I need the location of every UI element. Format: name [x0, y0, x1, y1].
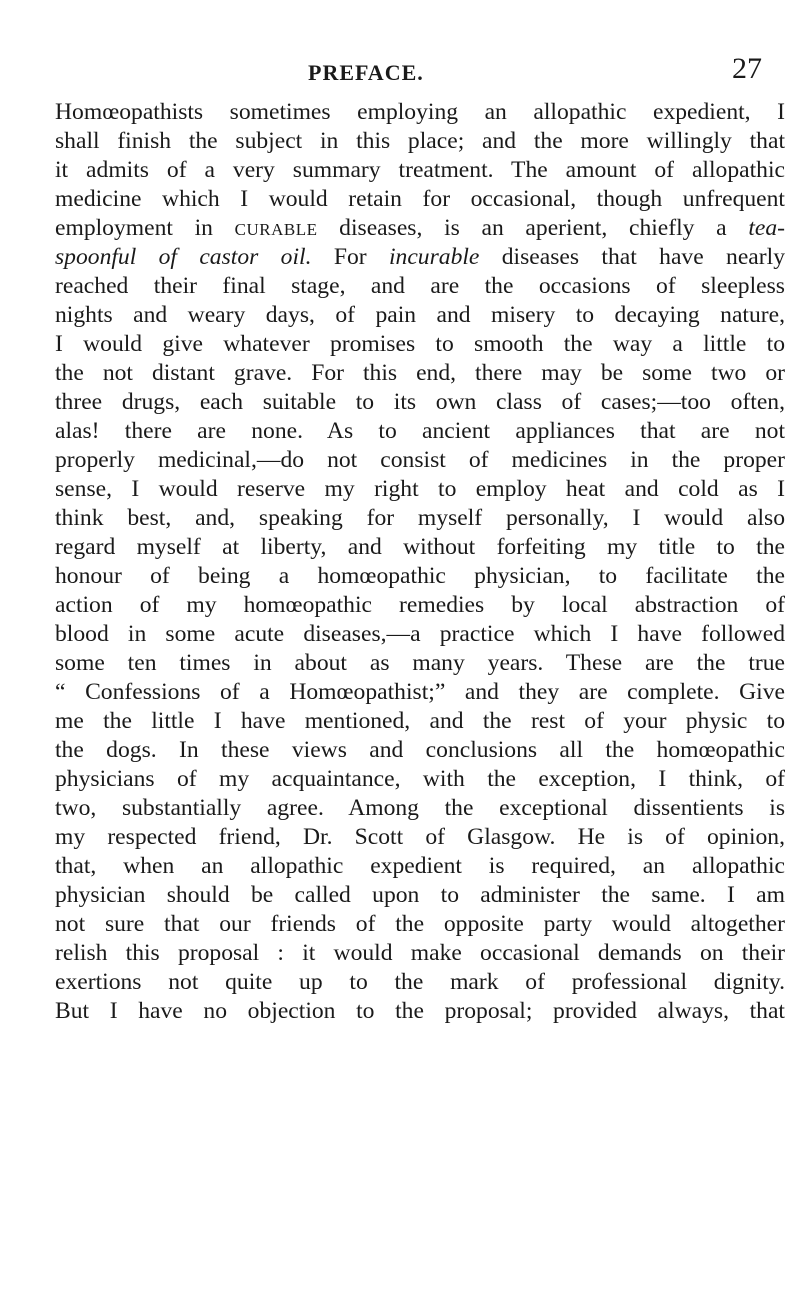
text-segment: nights and weary days, of pain and misery to decaying nature, [55, 302, 785, 328]
text-line [55, 504, 785, 533]
page-number: 27 [732, 52, 762, 85]
text-segment: I would give whatever promises to smooth the way a little to [55, 331, 785, 357]
text-segment: some ten times in about as many years. These are the true [55, 650, 785, 676]
text-line [55, 446, 785, 475]
text-segment: But I have no objection to the proposal; provided always, that [55, 998, 785, 1024]
text-segment: sense, I would reserve my right to employ heat and cold as I [55, 476, 785, 502]
text-segment: Homœopathists sometimes employing an allopathic expedient, I [55, 99, 785, 125]
text-line [55, 910, 785, 939]
text-segment: physicians of my acquaintance, with the exception, I think, of [55, 766, 785, 792]
text-line [55, 185, 785, 214]
text-segment: medicine which I would retain for occasional, though unfrequent [55, 186, 785, 212]
text-segment: tea- [748, 215, 785, 241]
text-segment: it admits of a very summary treatment. The amount of allopathic [55, 157, 785, 183]
text-segment: “ Confessions of a Homœopathist;” and they are complete. Give [55, 679, 785, 705]
text-segment: curable [234, 215, 318, 241]
text-segment: For [311, 244, 389, 270]
text-line [55, 330, 785, 359]
text-segment: that, when an allopathic expedient is required, an allopathic [55, 853, 785, 879]
text-line [55, 968, 785, 997]
text-line [55, 272, 785, 301]
text-line [55, 301, 785, 330]
text-line [55, 997, 785, 1026]
text-segment: alas! there are none. As to ancient appliances that are not [55, 418, 785, 444]
text-line [55, 156, 785, 185]
body-text [55, 98, 785, 1026]
text-line [55, 388, 785, 417]
text-segment: the dogs. In these views and conclusions all the homœopathic [55, 737, 785, 763]
text-segment: blood in some acute diseases,—a practice which I have followed [55, 621, 785, 647]
text-segment: honour of being a homœopathic physician, to facilitate the [55, 563, 785, 589]
running-head [0, 52, 800, 92]
text-segment: shall finish the subject in this place; and the more willingly that [55, 128, 785, 154]
text-line [55, 591, 785, 620]
text-line [55, 127, 785, 156]
text-line [55, 678, 785, 707]
text-segment: physician should be called upon to administer the same. I am [55, 882, 785, 908]
text-segment: spoonful of castor oil. [55, 244, 312, 270]
text-line [55, 475, 785, 504]
text-segment: me the little I have mentioned, and the rest of your physic to [55, 708, 785, 734]
text-segment: not sure that our friends of the opposite party would altogether [55, 911, 785, 937]
text-segment: regard myself at liberty, and without forfeiting my title to the [55, 534, 785, 560]
text-line [55, 98, 785, 127]
text-segment: action of my homœopathic remedies by local abstraction of [55, 592, 785, 618]
text-line [55, 620, 785, 649]
text-line [55, 852, 785, 881]
text-line [55, 939, 785, 968]
text-line [55, 823, 785, 852]
text-segment: diseases that have nearly [479, 244, 785, 270]
text-line [55, 417, 785, 446]
text-segment: reached their final stage, and are the occasions of sleepless [55, 273, 785, 299]
text-segment: incurable [388, 244, 480, 270]
text-line [55, 243, 785, 272]
text-line [55, 736, 785, 765]
text-segment: exertions not quite up to the mark of professional dignity. [55, 969, 785, 995]
text-segment: employment in [55, 215, 235, 241]
text-line [55, 649, 785, 678]
text-segment: think best, and, speaking for myself personally, I would also [55, 505, 785, 531]
text-line [55, 359, 785, 388]
text-segment: the not distant grave. For this end, there may be some two or [55, 360, 785, 386]
text-line [55, 707, 785, 736]
text-line [55, 881, 785, 910]
text-line [55, 533, 785, 562]
text-segment: two, substantially agree. Among the exceptional dissentients is [55, 795, 785, 821]
text-segment: my respected friend, Dr. Scott of Glasgow. He is of opinion, [55, 824, 785, 850]
text-segment: three drugs, each suitable to its own class of cases;—too often, [55, 389, 785, 415]
text-line [55, 765, 785, 794]
text-line [55, 794, 785, 823]
text-segment: diseases, is an aperient, chiefly a [317, 215, 749, 241]
text-segment: properly medicinal,—do not consist of medicines in the proper [55, 447, 785, 473]
text-segment: relish this proposal : it would make occasional demands on their [55, 940, 785, 966]
running-title: PREFACE. [308, 60, 424, 85]
text-line [55, 214, 785, 243]
text-line [55, 562, 785, 591]
